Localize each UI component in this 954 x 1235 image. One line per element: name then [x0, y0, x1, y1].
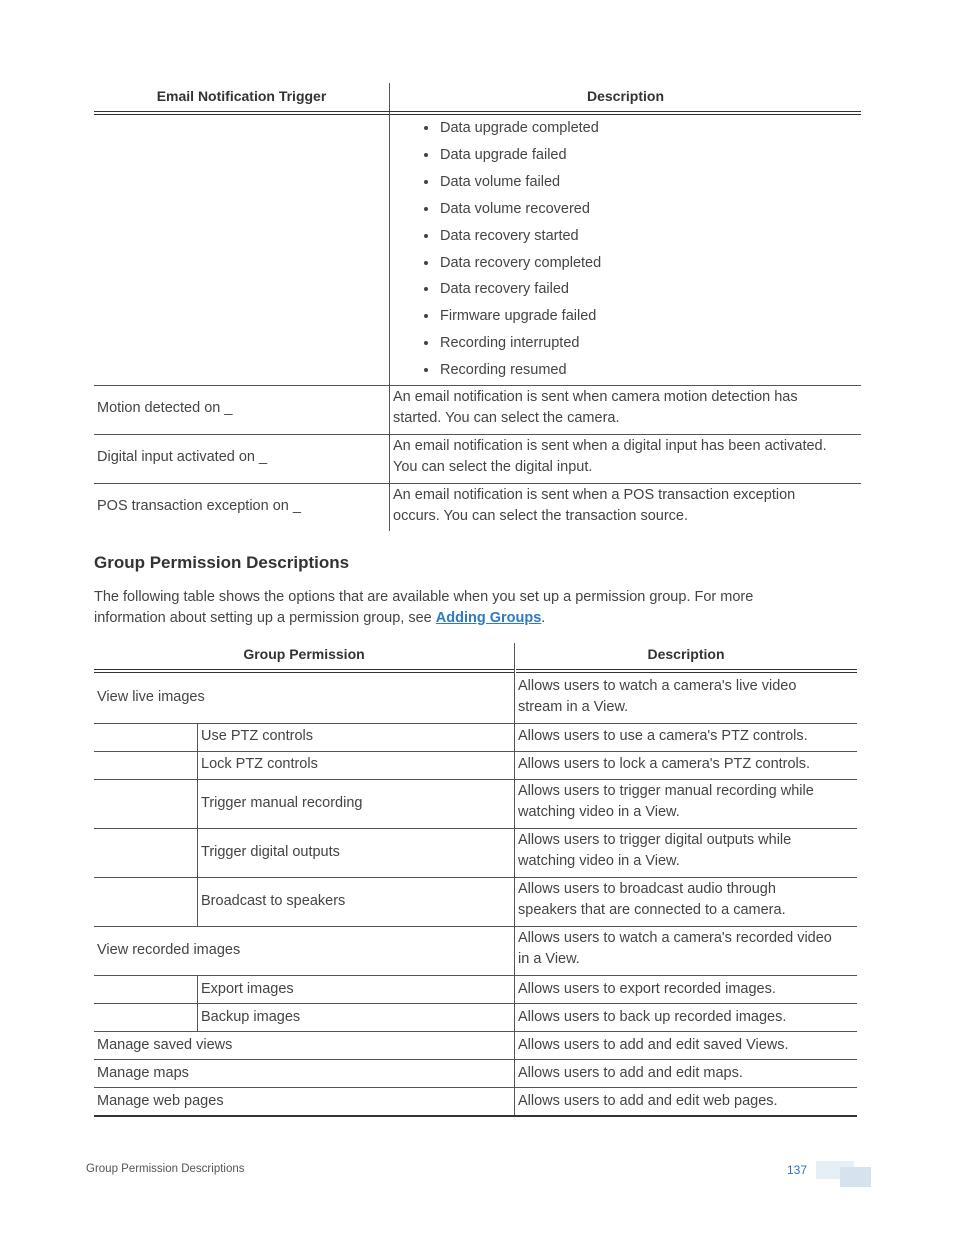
- table-row-trigger: Digital input activated on _: [97, 449, 268, 465]
- footer-section-name: Group Permission Descriptions: [86, 1163, 245, 1175]
- table-row-permission: Use PTZ controls: [201, 728, 313, 744]
- page-tab-decoration: [840, 1167, 871, 1187]
- table-row-description: An email notification is sent when a digital input has been activated. You can select the digital input.: [393, 438, 827, 475]
- table-row-permission: View recorded images: [97, 942, 241, 958]
- list-item: Recording interrupted: [440, 333, 579, 353]
- list-item: Recording resumed: [440, 360, 567, 380]
- table-row-description: Allows users to trigger manual recording while watching video in a View.: [518, 783, 814, 820]
- column-header-trigger: Email Notification Trigger: [156, 88, 327, 104]
- table-row-permission: Manage maps: [97, 1065, 189, 1081]
- table-row-description: An email notification is sent when camera motion detection has started. You can select the camera.: [393, 389, 798, 426]
- table-row-description: Allows users to add and edit maps.: [518, 1065, 743, 1081]
- page-number: 137: [787, 1163, 808, 1177]
- table-row-permission: View live images: [97, 689, 205, 705]
- column-header-description: Description: [647, 646, 725, 662]
- section-title: Group Permission Descriptions: [94, 553, 350, 572]
- table-row-description: Allows users to add and edit web pages.: [518, 1093, 778, 1109]
- table-row-permission: Manage web pages: [97, 1093, 224, 1109]
- list-item: Data upgrade completed: [440, 118, 599, 138]
- column-header-description: Description: [586, 88, 664, 104]
- list-item: Data recovery started: [440, 226, 579, 246]
- table-row-permission: Trigger manual recording: [201, 795, 363, 811]
- table-row-description: Allows users to add and edit saved Views.: [518, 1037, 789, 1053]
- adding-groups-link[interactable]: Adding Groups: [435, 610, 542, 626]
- list-item: Data volume failed: [440, 172, 560, 192]
- table-row-permission: Backup images: [201, 1009, 301, 1025]
- table-row-trigger: POS transaction exception on _: [97, 498, 301, 514]
- list-item: Firmware upgrade failed: [440, 306, 596, 326]
- table-row-description: Allows users to watch a camera's live video stream in a View.: [518, 678, 797, 715]
- table-row-permission: Broadcast to speakers: [201, 893, 346, 909]
- section-paragraph: The following table shows the options that are available when you set up a permission group. For more information about setting up a permission group, see Adding Groups.: [94, 589, 754, 626]
- list-item: Data upgrade failed: [440, 145, 567, 165]
- list-item: Data recovery completed: [440, 253, 601, 273]
- table-row-description: Allows users to lock a camera's PTZ controls.: [518, 756, 811, 772]
- table-row-permission: Manage saved views: [97, 1037, 233, 1053]
- table-row-description: An email notification is sent when a POS transaction exception occurs. You can select the transaction source.: [393, 487, 796, 524]
- table-row-description: Allows users to watch a camera's recorded video in a View.: [518, 930, 832, 967]
- column-header-group-permission: Group Permission: [243, 646, 365, 662]
- table-row-description: Allows users to back up recorded images.: [518, 1009, 787, 1025]
- table-row-trigger: Motion detected on _: [97, 400, 233, 416]
- table-row-description: Allows users to broadcast audio through speakers that are connected to a camera.: [518, 881, 786, 918]
- table-row-permission: Export images: [201, 981, 294, 997]
- table-row-permission: Trigger digital outputs: [201, 844, 340, 860]
- table-row-description: Allows users to trigger digital outputs while watching video in a View.: [518, 832, 792, 869]
- table-row-description: Allows users to export recorded images.: [518, 981, 776, 997]
- table-row-permission: Lock PTZ controls: [201, 756, 318, 772]
- list-item: Data volume recovered: [440, 199, 590, 219]
- table-row-description: Allows users to use a camera's PTZ controls.: [518, 728, 808, 744]
- list-item: Data recovery failed: [440, 279, 569, 299]
